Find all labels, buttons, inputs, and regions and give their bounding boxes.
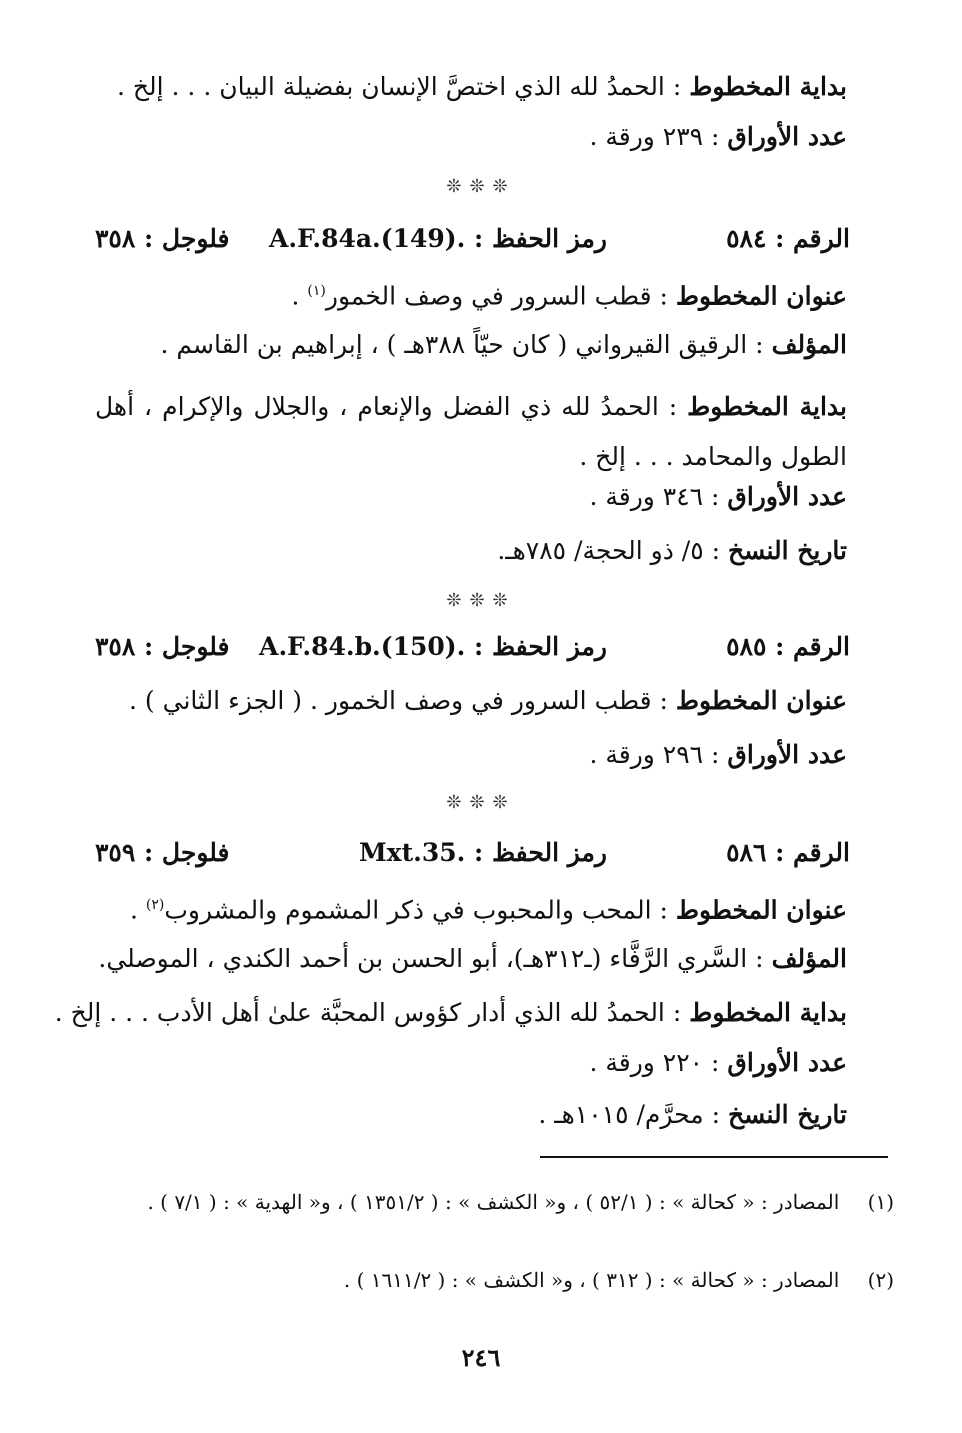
entry-number: الرقم : ٥٨٥ <box>726 632 850 661</box>
field-value: : الحمدُ لله الذي أدار كؤوس المحبَّة علىٰ أهل الأدب . . . إلخ . <box>54 998 682 1027</box>
field-label: المؤلف <box>771 944 847 973</box>
footnote-text: المصادر : « كحالة » : ( ٥٢/١ ) ، و« الكشف » : ( ١٣٥١/٢ ) ، و« الهدية » : ( ٧/١ ) . <box>147 1190 840 1214</box>
field-value: : ٥/ ذو الحجة/ ٧٨٥هـ. <box>497 536 721 565</box>
page-number: ٢٤٦ <box>461 1343 501 1372</box>
field-label: بداية المخطوط <box>687 392 847 421</box>
section-separator: ❊❊❊ <box>446 590 516 611</box>
leaves-line <box>589 1046 847 1080</box>
field-value-end: . <box>291 281 308 311</box>
section-separator: ❊❊❊ <box>446 176 516 197</box>
leaves-line <box>589 480 847 514</box>
field-value: : المحب والمحبوب في ذكر المشموم والمشروب <box>164 895 668 925</box>
field-value: : ٢٣٩ ورقة . <box>589 122 720 151</box>
entry-number: الرقم : ٥٨٤ <box>726 224 850 253</box>
entry-number: الرقم : ٥٨٦ <box>726 838 850 867</box>
field-label: عنوان المخطوط <box>675 281 847 311</box>
field-value: : قطب السرور في وصف الخمور . ( الجزء الثاني ) . <box>129 686 668 715</box>
shelfmark: رمز الحفظ : .A.F.84a.(149) <box>269 224 607 253</box>
footnote-2 <box>100 1262 894 1298</box>
entry-header <box>95 632 850 666</box>
title-line <box>129 684 847 718</box>
field-value: : محرَّم/ ١٠١٥هـ . <box>538 1100 721 1129</box>
copy-date-line <box>497 534 847 568</box>
shelfmark: رمز الحفظ : .Mxt.35 <box>358 838 607 867</box>
field-value: : قطب السرور في وصف الخمور <box>325 281 668 311</box>
footnote-1 <box>100 1184 894 1220</box>
field-value: : ٢٩٦ ورقة . <box>589 740 720 769</box>
flugel-number: فلوجل : ٣٥٨ <box>95 632 230 661</box>
footnote-ref: (١) <box>307 283 326 299</box>
field-value: : ٢٢٠ ورقة . <box>589 1048 720 1077</box>
field-value-end: . <box>129 895 146 925</box>
footnote-number: (٢) <box>867 1268 894 1292</box>
entry-header <box>95 838 850 872</box>
field-label: عنوان المخطوط <box>675 686 847 715</box>
flugel-number: فلوجل : ٣٥٩ <box>95 838 230 867</box>
author-line <box>98 942 847 976</box>
field-label: بداية المخطوط <box>689 998 847 1027</box>
author-line <box>161 328 847 362</box>
footnote-divider <box>540 1156 888 1158</box>
leaves-line <box>589 738 847 772</box>
field-label: عدد الأوراق <box>727 482 847 511</box>
field-label: تاريخ النسخ <box>728 1100 847 1129</box>
field-value: : السَّري الرَّفَّاء (ـ٣١٢هـ)، أبو الحسن بن أحمد الكندي ، الموصلي. <box>98 944 764 973</box>
field-label: عدد الأوراق <box>727 740 847 769</box>
copy-date-line <box>538 1098 847 1132</box>
entry-header <box>95 224 850 258</box>
field-value: : الحمدُ لله الذي اختصَّ الإنسان بفضيلة البيان . . . إلخ . <box>117 72 682 101</box>
beginning-line <box>95 382 847 482</box>
field-value: : الحمدُ لله ذي الفضل والإنعام ، والجلال والإكرام ، أهل الطول والمحامد . . . إلخ . <box>95 392 847 471</box>
footnote-ref: (٢) <box>145 897 165 913</box>
flugel-number: فلوجل : ٣٥٨ <box>95 224 230 253</box>
field-value: : ٣٤٦ ورقة . <box>589 482 720 511</box>
title-line <box>292 274 848 313</box>
shelfmark: رمز الحفظ : .A.F.84.b.(150) <box>259 632 607 661</box>
field-label: تاريخ النسخ <box>728 536 847 565</box>
footnote-number: (١) <box>867 1190 894 1214</box>
beginning-line <box>117 70 847 104</box>
field-label: عدد الأوراق <box>727 1048 847 1077</box>
field-label: المؤلف <box>771 330 847 359</box>
field-label: عنوان المخطوط <box>675 895 847 925</box>
field-value: : الرقيق القيرواني ( كان حيّاً ٣٨٨هـ ) ، إبراهيم بن القاسم . <box>160 330 764 359</box>
section-separator: ❊❊❊ <box>446 792 516 813</box>
beginning-line <box>55 996 847 1030</box>
field-label: بداية المخطوط <box>689 72 847 101</box>
title-line <box>130 888 847 927</box>
field-label: عدد الأوراق <box>727 122 847 151</box>
leaves-line <box>589 120 847 154</box>
footnote-text: المصادر : « كحالة » : ( ٣١٢ ) ، و« الكشف » : ( ١٦١١/٢ ) . <box>343 1268 840 1292</box>
